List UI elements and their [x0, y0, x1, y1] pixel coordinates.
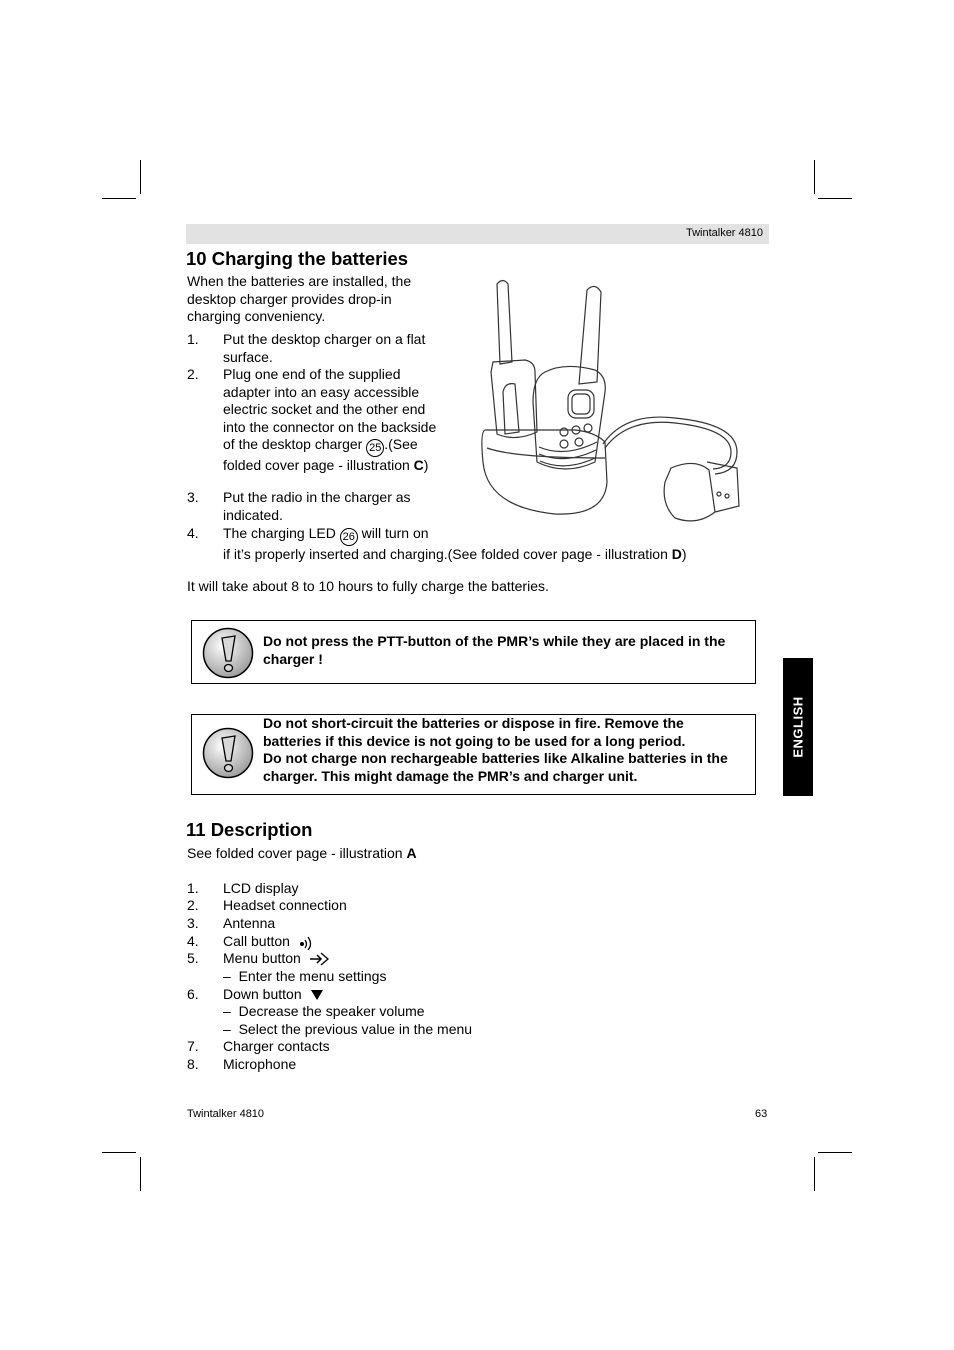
section-11-title: 11 Description [186, 819, 313, 840]
list-item: Microphone [223, 1056, 297, 1072]
reference-number: 25 [366, 439, 384, 457]
header-product: Twintalker 4810 [685, 227, 763, 239]
language-label: ENGLISH [790, 696, 806, 758]
sub-item-text: Enter the menu settings [238, 968, 387, 984]
section-10-intro: When the batteries are installed, the desktop charger provides drop-in charging conveniency. [187, 273, 412, 325]
illustration-letter: C [413, 457, 424, 474]
sub-item-text: Decrease the speaker volume [238, 1003, 425, 1019]
list-item: LCD display [223, 880, 299, 896]
list-item [223, 986, 324, 1004]
list-item [223, 933, 314, 951]
crop-mark [140, 1157, 141, 1191]
reference-number: 26 [340, 528, 358, 546]
step-text [223, 366, 448, 475]
step-text-part: Plug one end of the supplied adapter into an easy accessible electric socket and the other end into the connector on the backside of the desktop charger [223, 366, 437, 453]
step-text-part: .(See folded cover page - illustration [223, 436, 418, 474]
menu-enter-icon [309, 951, 331, 967]
list-item: Headset connection [223, 897, 347, 913]
page-number: 63 [755, 1108, 768, 1120]
list-item-label: Call button [223, 933, 290, 949]
dash: – [223, 968, 239, 984]
running-header [186, 224, 769, 244]
charger-illustration [475, 272, 750, 527]
list-item-label: Menu button [223, 950, 301, 966]
list-item-label: Down button [223, 986, 302, 1002]
dash: – [223, 1021, 239, 1037]
warning-box [191, 714, 756, 795]
intro-text: See folded cover page - illustration [187, 845, 407, 861]
step-text: Put the radio in the charger as indicated. [223, 489, 411, 523]
crop-mark [814, 160, 815, 194]
warning-text-part: Do not charge non rechargeable batteries like Alkaline batteries in the charger. This might damage the PMR’s and charger unit. [263, 750, 728, 784]
step-text-part: ) [681, 546, 687, 562]
illustration-letter: D [671, 546, 682, 562]
step-number: 3. [187, 489, 199, 505]
list-number: 3. [187, 915, 199, 931]
step-number: 2. [187, 366, 199, 382]
exclamation-icon [202, 627, 254, 679]
language-tab [783, 658, 813, 796]
sub-item [223, 1003, 425, 1021]
crop-mark [818, 198, 852, 199]
step-text-part: will turn on [357, 525, 429, 541]
illustration-letter: A [406, 845, 417, 861]
section-10-title: 10 Charging the batteries [186, 248, 409, 269]
list-item [223, 950, 331, 968]
list-item: Charger contacts [223, 1038, 330, 1054]
warning-text-part: Do not short-circuit the batteries or dispose in fire. Remove the batteries if this device is not going to be used for a long period. [263, 715, 686, 749]
step-number: 1. [187, 331, 199, 347]
warning-box [191, 620, 756, 684]
sub-item [223, 1021, 472, 1039]
call-signal-icon [298, 934, 314, 950]
step-number: 4. [187, 525, 199, 541]
warning-text: Do not press the PTT-button of the PMR’s while they are placed in the charger ! [263, 633, 726, 667]
list-number: 7. [187, 1038, 199, 1054]
charge-time-note: It will take about 8 to 10 hours to fully charge the batteries. [187, 578, 549, 594]
crop-mark [102, 198, 136, 199]
crop-mark [140, 160, 141, 194]
warning-text [263, 715, 745, 785]
list-number: 8. [187, 1056, 199, 1072]
crop-mark [102, 1152, 136, 1153]
step-text-part: The charging LED [223, 525, 336, 541]
exclamation-icon [202, 727, 254, 779]
step-text-part: ) [423, 457, 429, 474]
crop-mark [814, 1157, 815, 1191]
section-11-intro [187, 845, 417, 863]
dash: – [223, 1003, 239, 1019]
list-number: 4. [187, 933, 199, 949]
footer-product: Twintalker 4810 [187, 1108, 265, 1120]
sub-item [223, 968, 386, 986]
sub-item-text: Select the previous value in the menu [238, 1021, 473, 1037]
crop-mark [818, 1152, 852, 1153]
step-text [223, 525, 763, 564]
step-text-part: if it’s properly inserted and charging.(See folded cover page - illustration [223, 546, 672, 562]
list-number: 5. [187, 950, 199, 966]
step-text: Put the desktop charger on a flat surface. [223, 331, 426, 365]
list-item: Antenna [223, 915, 276, 931]
down-triangle-icon [310, 989, 324, 1001]
list-number: 6. [187, 986, 199, 1002]
list-number: 1. [187, 880, 199, 896]
list-number: 2. [187, 897, 199, 913]
